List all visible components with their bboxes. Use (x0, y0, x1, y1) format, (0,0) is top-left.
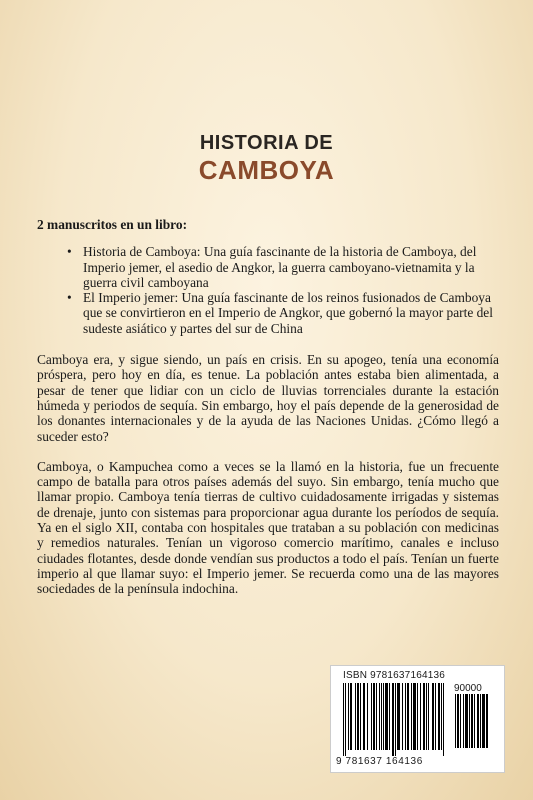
book-list (37, 244, 499, 336)
section-heading: 2 manuscritos en un libro: (37, 217, 188, 232)
addon-barcode-bars (455, 694, 497, 754)
paragraph: Camboya era, y sigue siendo, un país en crisis. En su apogeo, tenía una economía próspera, pero hoy en día, es tenue. La población antes estaba bien alimentada, a pesar de tener que lidiar con un ciclo de lluvias torrenciales durante la estación húmeda y periodos de sequía. Sin embargo, hoy el país depende de la generosidad de los donantes internacionales y de la ayuda de las Naciones Unidas. ¿Cómo llegó a suceder esto? (37, 352, 499, 444)
description (37, 217, 499, 612)
book-list-item: • El Imperio jemer: Una guía fascinante de los reinos fusionados de Camboya que se convirtieron en el Imperio de Angkor, que gobernó la mayor parte del sudeste asiático y partes del sur de China (83, 290, 499, 336)
price-code: 90000 (454, 683, 482, 694)
book-title (0, 133, 533, 183)
title-line-2: CAMBOYA (198, 155, 335, 185)
book-list-item: • Historia de Camboya: Una guía fascinante de la historia de Camboya, del Imperio jemer, el asedio de Angkor, la guerra camboyano-vietnamita y la guerra civil camboyana (83, 244, 499, 290)
title-line-1: HISTORIA DE (199, 132, 334, 154)
ean-barcode-bars (343, 683, 449, 756)
paragraph: Camboya, o Kampuchea como a veces se la llamó en la historia, fue un frecuente campo de batalla para otros países además del suyo. Sin embargo, tenía mucho que llamar propio. Camboya tenía tierras de cultivo cuidadosamente irrigadas y sistemas de drenaje, junto con sistemas para proporcionar agua durante los períodos de sequía. Ya en el siglo XII, contaba con hospitales que trataban a su población con medicinas y remedios naturales. Tenían un vigoroso comercio marítimo, canales e incluso ciudades flotantes, desde donde vendían sus productos a todo el país. Tenían un fuerte imperio al que llamar suyo: el Imperio jemer. Se recuerda como una de las mayores sociedades de la península indochina. (37, 458, 499, 597)
barcode (330, 665, 505, 773)
barcode-digits: 9 781637 164136 (336, 756, 423, 767)
isbn-label: ISBN 9781637164136 (343, 670, 446, 681)
